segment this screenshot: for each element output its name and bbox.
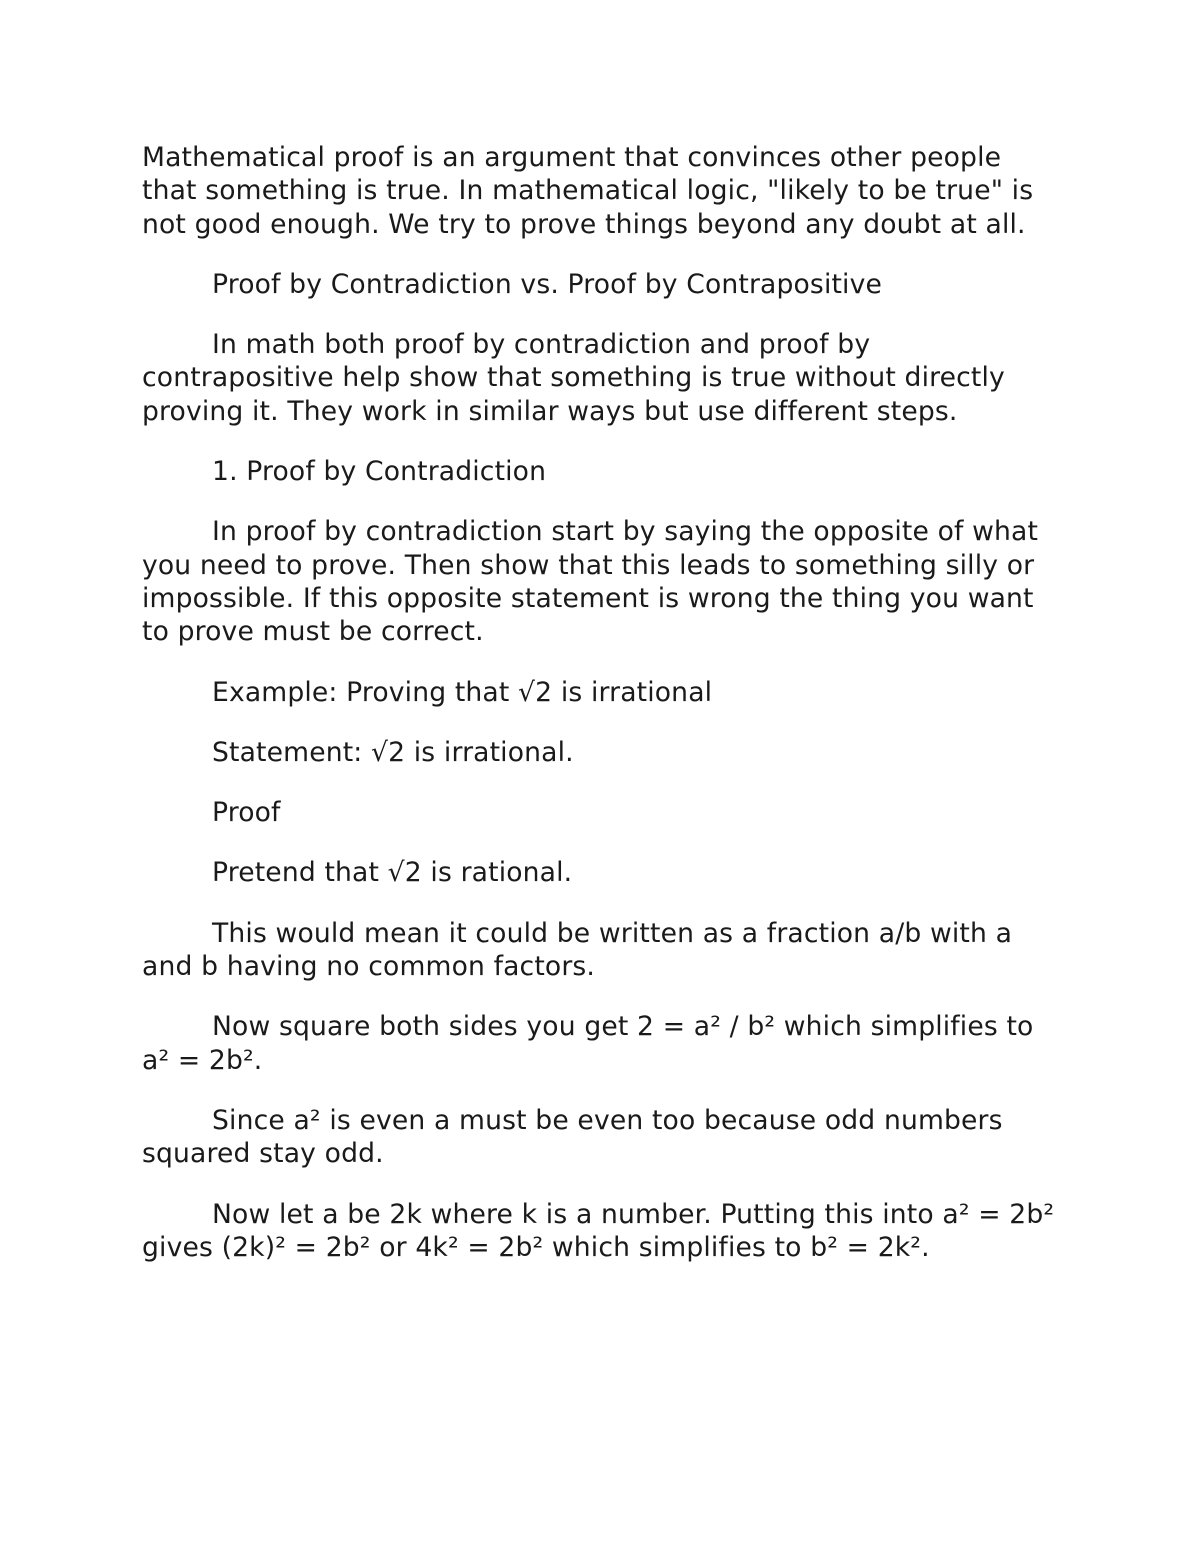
example-heading: Example: Proving that √2 is irrational [212,676,713,708]
section-heading: Proof by Contradiction vs. Proof by Contrapositive [212,268,882,300]
intro-paragraph: Mathematical proof is an argument that convinces other people that something is true. In mathematical logic, "likely to be true" is not good enough. We try to prove things beyond any doubt at all. [142,142,1034,240]
overview-paragraph: In math both proof by contradiction and proof by contrapositive help show that something is true without directly proving it. They work in similar ways but use different steps. [142,329,1005,427]
proof-label: Proof [212,797,281,829]
contradiction-paragraph: In proof by contradiction start by saying the opposite of what you need to prove. Then show that this leads to something silly or impossible. If this opposite statement is wrong the thing you want to prove must be correct. [142,516,1039,648]
document-body [142,141,1062,1291]
proof-step-2: This would mean it could be written as a fraction a/b with a and b having no common factors. [142,917,1013,983]
proof-step-5: Now let a be 2k where k is a number. Putting this into a² = 2b² gives (2k)² = 2b² or 4k² = 2b² which simplifies to b² = 2k². [142,1198,1055,1263]
proof-step-1: Pretend that √2 is rational. [212,857,573,889]
subsection-heading: 1. Proof by Contradiction [212,456,547,488]
proof-step-3: Now square both sides you get 2 = a² / b² which simplifies to a² = 2b². [142,1011,1034,1076]
statement-line: Statement: √2 is irrational. [212,736,574,768]
proof-step-4: Since a² is even a must be even too because odd numbers squared stay odd. [142,1104,1003,1170]
